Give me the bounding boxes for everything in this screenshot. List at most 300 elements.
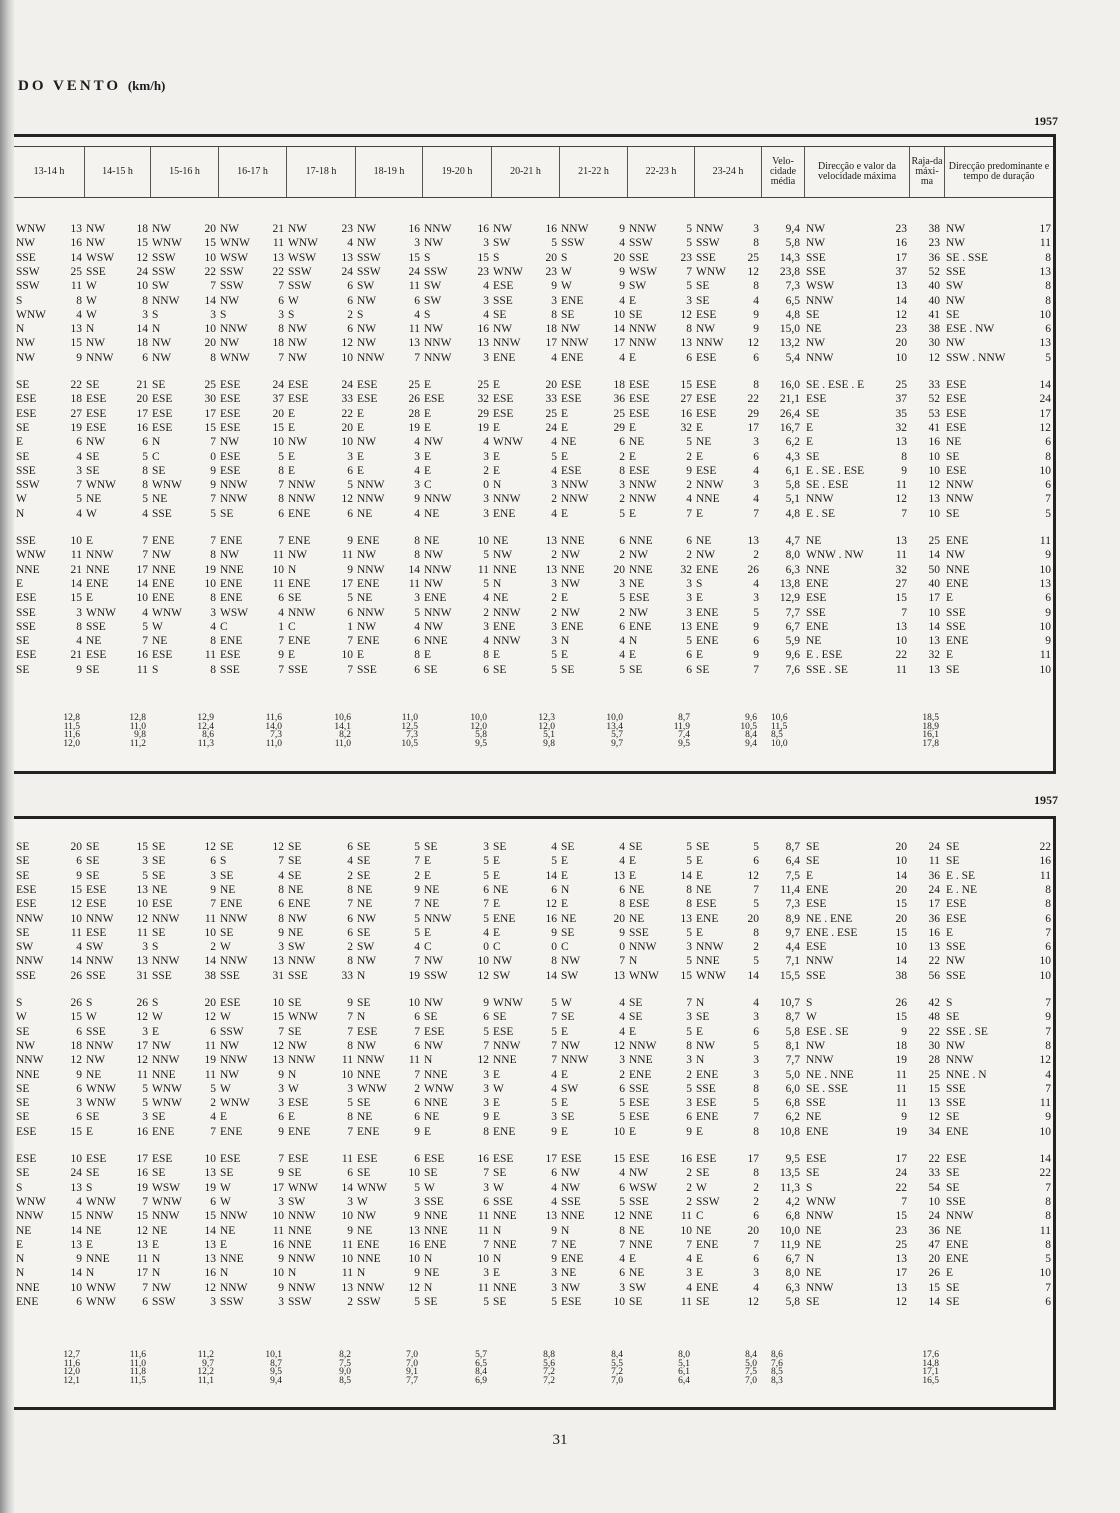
cell-direction: ESE (629, 379, 650, 391)
cell-direction: ESE (288, 379, 309, 391)
table-cell (627, 1282, 694, 1295)
cell-direction: SSE (152, 507, 172, 520)
cell-speed: 24 (895, 1167, 907, 1180)
cell-speed: 17 (895, 251, 907, 264)
cell-direction: SSE (696, 1082, 716, 1095)
cell-direction: SE (424, 841, 438, 853)
cell-value: 13,2 (779, 337, 800, 350)
cell-direction: S (357, 308, 364, 321)
cell-direction: ENE (357, 1125, 380, 1138)
cell-direction: NNW (806, 294, 834, 307)
cell-direction: ENE (806, 1125, 829, 1138)
table-cell (909, 592, 944, 605)
cell-value: 21,1 (779, 393, 800, 406)
table-cell (627, 1069, 694, 1082)
table-cell (694, 1267, 761, 1280)
table-cell (355, 884, 422, 897)
cell-speed: 5 (483, 549, 489, 562)
cell-speed: 3 (619, 479, 625, 492)
cell-direction: E (561, 1025, 569, 1038)
table-cell (14, 266, 84, 279)
cell-direction: N (288, 563, 297, 576)
table-cell (559, 508, 627, 521)
cell-speed: 33 (341, 393, 353, 406)
table-cell (559, 913, 627, 926)
table-cell (84, 1026, 150, 1039)
table-row (14, 535, 1053, 548)
table-cell (804, 870, 909, 883)
cell-speed: 9 (483, 1111, 489, 1124)
cell-direction: NE (220, 1224, 236, 1237)
table-cell (150, 422, 218, 435)
cell-direction: WNW (288, 1181, 319, 1194)
table-row (14, 1267, 1053, 1280)
cell-direction: NE (288, 926, 304, 939)
cell-direction: NW (357, 1039, 377, 1052)
cell-direction: E (696, 421, 704, 434)
cell-direction: ENE (288, 1125, 311, 1138)
table-row (14, 422, 1053, 435)
cell-direction: NE (288, 883, 304, 896)
table-cell (14, 1239, 84, 1252)
table-cell (218, 855, 286, 868)
cell-speed: 11 (1039, 1097, 1051, 1110)
table-cell (286, 549, 355, 562)
table-cell (559, 337, 627, 350)
cell-speed: 25 (545, 407, 557, 420)
cell-direction: ENE (696, 606, 719, 619)
table-cell (84, 941, 150, 954)
table-cell (559, 237, 627, 250)
cell-direction: W (561, 997, 572, 1009)
table-cell (804, 649, 909, 662)
table-cell (422, 252, 491, 265)
cell-value: 5,1 (785, 493, 800, 506)
cell-direction: NNW (629, 1039, 657, 1052)
cell-speed: 4 (347, 237, 353, 250)
cell-direction: ESE (220, 379, 241, 391)
cell-speed: 11 (895, 1068, 907, 1081)
table-cell (804, 955, 909, 968)
cell-direction: SE (696, 280, 710, 293)
table-cell (14, 1153, 84, 1166)
cell-value: 8,9 (785, 912, 800, 925)
table-cell (84, 337, 150, 350)
table-cell (804, 621, 909, 634)
table-row (14, 1296, 1053, 1309)
cell-speed: 14 (747, 969, 759, 982)
table-cell (218, 607, 286, 620)
table-cell (804, 578, 909, 591)
cell-direction: WNW (357, 1181, 388, 1194)
cell-speed: 25 (895, 1238, 907, 1251)
table-cell (84, 621, 150, 634)
cell-speed: 3 (76, 606, 82, 619)
cell-direction: WNW (86, 1281, 117, 1294)
cell-speed: 9 (278, 649, 284, 662)
cell-direction: ENE (357, 535, 380, 547)
table-cell (218, 1267, 286, 1280)
table-cell (761, 451, 804, 464)
cell-value: 10 (928, 1195, 940, 1208)
cell-speed: 3 (483, 237, 489, 250)
cell-direction: SW (629, 1281, 647, 1294)
cell-value: 13 (928, 663, 940, 676)
cell-direction: ESE (946, 912, 967, 925)
cell-speed: 4 (619, 635, 625, 648)
cell-speed: 8 (551, 955, 557, 968)
summary-value: 9,5 (475, 738, 487, 749)
cell-speed: 8 (210, 663, 216, 676)
cell-speed: 17 (272, 1181, 284, 1194)
cell-direction: NNW (357, 1281, 385, 1294)
cell-value: 10 (928, 450, 940, 463)
cell-direction: NW (806, 1039, 826, 1052)
cell-speed: 15 (70, 337, 82, 350)
cell-speed: 7 (901, 606, 907, 619)
table-cell (422, 927, 491, 940)
summary-value: 7,5 (745, 1367, 757, 1378)
cell-direction: E (16, 577, 24, 590)
cell-direction: SE (16, 1082, 30, 1095)
cell-speed: 5 (142, 620, 148, 633)
table-cell (286, 927, 355, 940)
table-cell (286, 913, 355, 926)
summary-value: 17,6 (922, 1350, 939, 1360)
cell-speed: 13 (545, 1210, 557, 1223)
cell-speed: 0 (483, 941, 489, 954)
cell-speed: 20 (747, 1224, 759, 1237)
table-cell (761, 1167, 804, 1180)
cell-speed: 20 (204, 997, 216, 1009)
cell-speed: 3 (483, 1181, 489, 1194)
cell-value: 6,2 (785, 436, 800, 449)
cell-speed: 5 (347, 592, 353, 605)
cell-speed: 17 (204, 407, 216, 420)
table-cell (355, 323, 422, 336)
table-cell (909, 1083, 944, 1096)
cell-direction: ENE (288, 577, 311, 590)
cell-direction: SE (357, 841, 371, 853)
cell-direction: E (493, 1097, 501, 1110)
cell-speed: 2 (619, 549, 625, 562)
cell-speed: 21 (136, 379, 148, 391)
cell-speed: 15 (613, 1153, 625, 1165)
table-cell (84, 927, 150, 940)
cell-speed: 9 (619, 265, 625, 278)
cell-direction: E (629, 869, 637, 882)
table-cell (559, 1167, 627, 1180)
cell-value: 40 (928, 577, 940, 590)
cell-direction: NE (806, 535, 822, 547)
summary-value: 11,0 (401, 713, 418, 723)
summary-value: 12,8 (129, 713, 146, 723)
table-cell (218, 870, 286, 883)
table-cell (559, 323, 627, 336)
table-cell (14, 955, 84, 968)
cell-direction: SSE (16, 464, 36, 477)
cell-speed: 4 (278, 869, 284, 882)
table-cell (559, 564, 627, 577)
cell-direction: SE (16, 1097, 30, 1110)
cell-direction: NNE (493, 1054, 517, 1067)
cell-speed: 11 (136, 663, 148, 676)
cell-direction: E (629, 1253, 637, 1266)
summary-value: 12,8 (63, 713, 80, 723)
table-cell (804, 535, 909, 548)
cell-speed: 9 (414, 883, 420, 896)
cell-speed: 5 (619, 663, 625, 676)
summary-value: 8,3 (771, 1375, 783, 1386)
table-cell (84, 379, 150, 392)
cell-direction: E (424, 1125, 432, 1138)
table-cell (422, 913, 491, 926)
cell-direction: SE (86, 663, 100, 676)
table-cell (422, 309, 491, 322)
summary-value: 10,6 (334, 713, 351, 723)
table-cell (491, 855, 559, 868)
cell-speed: 6 (414, 1111, 420, 1124)
cell-speed: 3 (278, 1082, 284, 1095)
cell-direction: SSW (16, 479, 40, 492)
table-cell (355, 664, 422, 677)
table-cell (14, 479, 84, 492)
cell-direction: NNW (424, 223, 452, 235)
cell-direction: SSW (357, 265, 381, 278)
table-cell (218, 535, 286, 548)
cell-direction: ESE (629, 407, 650, 420)
cell-speed: 11 (895, 549, 907, 562)
cell-speed: 13 (1039, 265, 1051, 278)
table-cell (804, 635, 909, 648)
table-cell (84, 479, 150, 492)
cell-speed: 11 (1039, 649, 1051, 662)
table-row (14, 1182, 1053, 1195)
header-cell: 17-18 h (286, 147, 355, 197)
cell-speed: 14 (136, 577, 148, 590)
table-cell (944, 422, 1053, 435)
cell-direction: E (86, 1125, 94, 1138)
table-cell (218, 1097, 286, 1110)
table-cell (355, 1111, 422, 1124)
cell-direction: SE (696, 841, 710, 853)
table-cell (559, 1282, 627, 1295)
cell-speed: 7 (753, 663, 759, 676)
cell-speed: 8 (1045, 1039, 1051, 1052)
cell-speed: 15 (895, 1011, 907, 1024)
cell-direction: E . NE (946, 883, 977, 896)
cell-speed: 16 (545, 912, 557, 925)
cell-speed: 23 (477, 265, 489, 278)
cell-speed: 6 (1045, 941, 1051, 954)
summary-value: 6,9 (475, 1375, 487, 1386)
cell-speed: 37 (272, 393, 284, 406)
table-cell (286, 649, 355, 662)
cell-speed: 6 (483, 883, 489, 896)
cell-speed: 4 (414, 941, 420, 954)
cell-direction: ESE . SE (806, 1025, 849, 1038)
cell-speed: 18 (272, 337, 284, 350)
cell-direction: NE (424, 883, 440, 896)
cell-speed: 10 (1039, 1267, 1051, 1280)
cell-speed: 5 (414, 841, 420, 853)
cell-direction: SE (86, 464, 100, 477)
table-cell (286, 1026, 355, 1039)
table-cell (491, 352, 559, 365)
cell-direction: SSW (220, 1296, 244, 1308)
cell-direction: SSE (806, 1097, 826, 1110)
cell-direction: W (493, 1181, 504, 1194)
cell-value: 7,3 (785, 280, 800, 293)
cell-direction: NNE (86, 563, 110, 576)
cell-speed: 15 (895, 592, 907, 605)
table-cell (694, 1111, 761, 1124)
cell-direction: E (561, 898, 569, 911)
summary-value: 9,8 (134, 730, 146, 741)
cell-direction: SW (16, 941, 34, 954)
cell-speed: 8 (686, 323, 692, 336)
cell-speed: 10 (1039, 663, 1051, 676)
cell-speed: 3 (686, 1054, 692, 1067)
cell-direction: NNW (696, 479, 724, 492)
table-cell (761, 252, 804, 265)
table-cell (627, 564, 694, 577)
cell-direction: ESE (946, 407, 967, 420)
table-row (14, 393, 1053, 406)
table-cell (84, 493, 150, 506)
cell-speed: 11 (136, 926, 148, 939)
table-cell (218, 564, 286, 577)
cell-speed: 7 (414, 1025, 420, 1038)
cell-direction: WSW (220, 606, 249, 619)
table-cell (909, 337, 944, 350)
table-cell (84, 578, 150, 591)
cell-direction: ENE (288, 507, 311, 520)
cell-direction: ESE (696, 407, 717, 420)
cell-speed: 19 (477, 421, 489, 434)
cell-direction: SSW (357, 251, 381, 264)
cell-direction: NNW (288, 479, 316, 492)
table-cell (286, 508, 355, 521)
cell-speed: 7 (278, 351, 284, 364)
cell-direction: NNW (152, 1054, 180, 1067)
cell-direction: NE (424, 1111, 440, 1124)
table-cell (422, 564, 491, 577)
cell-direction: WNW (86, 1195, 117, 1208)
cell-speed: 5 (1045, 1253, 1051, 1266)
cell-speed: 20 (70, 841, 82, 853)
cell-direction: E (424, 421, 432, 434)
cell-speed: 12 (341, 493, 353, 506)
table-cell (627, 1126, 694, 1139)
table-cell (84, 1225, 150, 1238)
table-cell (491, 465, 559, 478)
cell-direction: E (16, 436, 24, 449)
cell-direction: NW (493, 223, 513, 235)
cell-direction: S (696, 577, 703, 590)
cell-direction: N (16, 1267, 25, 1280)
summary-value: 9,6 (745, 713, 757, 723)
cell-value: 7,7 (785, 606, 800, 619)
cell-speed: 7 (901, 507, 907, 520)
table-cell (422, 884, 491, 897)
table-cell (694, 465, 761, 478)
cell-direction: ESE (86, 407, 107, 420)
table-cell (909, 607, 944, 620)
cell-direction: NW (220, 1039, 240, 1052)
cell-speed: 4 (619, 294, 625, 307)
summary-value: 9,7 (202, 1358, 214, 1369)
cell-direction: SE (357, 1167, 371, 1180)
cell-value: 4,3 (785, 450, 800, 463)
cell-speed: 9 (76, 869, 82, 882)
cell-direction: SE (946, 1181, 960, 1194)
cell-direction: WSW (220, 251, 249, 264)
cell-direction: NW (561, 323, 581, 336)
table-cell (909, 508, 944, 521)
cell-speed: 5 (551, 237, 557, 250)
summary-value: 8,0 (678, 1350, 690, 1360)
cell-speed: 3 (551, 635, 557, 648)
cell-direction: NNW (16, 1054, 44, 1067)
table-cell (909, 955, 944, 968)
cell-direction: NW (806, 223, 826, 235)
cell-value: 36 (928, 869, 940, 882)
table-cell (286, 436, 355, 449)
cell-direction: NE (696, 535, 712, 547)
table-cell (909, 870, 944, 883)
cell-speed: 2 (347, 869, 353, 882)
cell-speed: 24 (341, 379, 353, 391)
cell-speed: 7 (347, 635, 353, 648)
table-cell (559, 664, 627, 677)
table-cell (218, 898, 286, 911)
table-cell (909, 493, 944, 506)
cell-speed: 26 (895, 997, 907, 1009)
cell-speed: 22 (341, 407, 353, 420)
table-row (14, 592, 1053, 605)
cell-direction: N (357, 1011, 366, 1024)
cell-speed: 13 (613, 969, 625, 982)
table-cell (422, 1026, 491, 1039)
cell-speed: 3 (76, 1097, 82, 1110)
table-cell (694, 1282, 761, 1295)
table-cell (286, 1069, 355, 1082)
cell-direction: NNW (288, 955, 316, 968)
cell-direction: WSW (629, 1181, 658, 1194)
cell-direction: E (424, 869, 432, 882)
cell-value: 13,8 (779, 577, 800, 590)
cell-direction: ENE (561, 294, 584, 307)
table-cell (627, 941, 694, 954)
cell-speed: 13 (136, 883, 148, 896)
cell-direction: E (493, 855, 501, 868)
cell-speed: 23 (341, 223, 353, 235)
table-cell (944, 1253, 1053, 1266)
table-cell (14, 1054, 84, 1067)
cell-direction: NW (357, 323, 377, 336)
cell-speed: 13 (408, 1224, 420, 1237)
cell-speed: 10 (70, 1281, 82, 1294)
summary-value: 5,0 (745, 1358, 757, 1369)
table-cell (909, 941, 944, 954)
cell-direction: SE (220, 1167, 234, 1180)
table-cell (909, 309, 944, 322)
table-cell (422, 1225, 491, 1238)
cell-value: 36 (928, 1224, 940, 1237)
table-cell (286, 379, 355, 392)
cell-direction: ENE (493, 351, 516, 364)
